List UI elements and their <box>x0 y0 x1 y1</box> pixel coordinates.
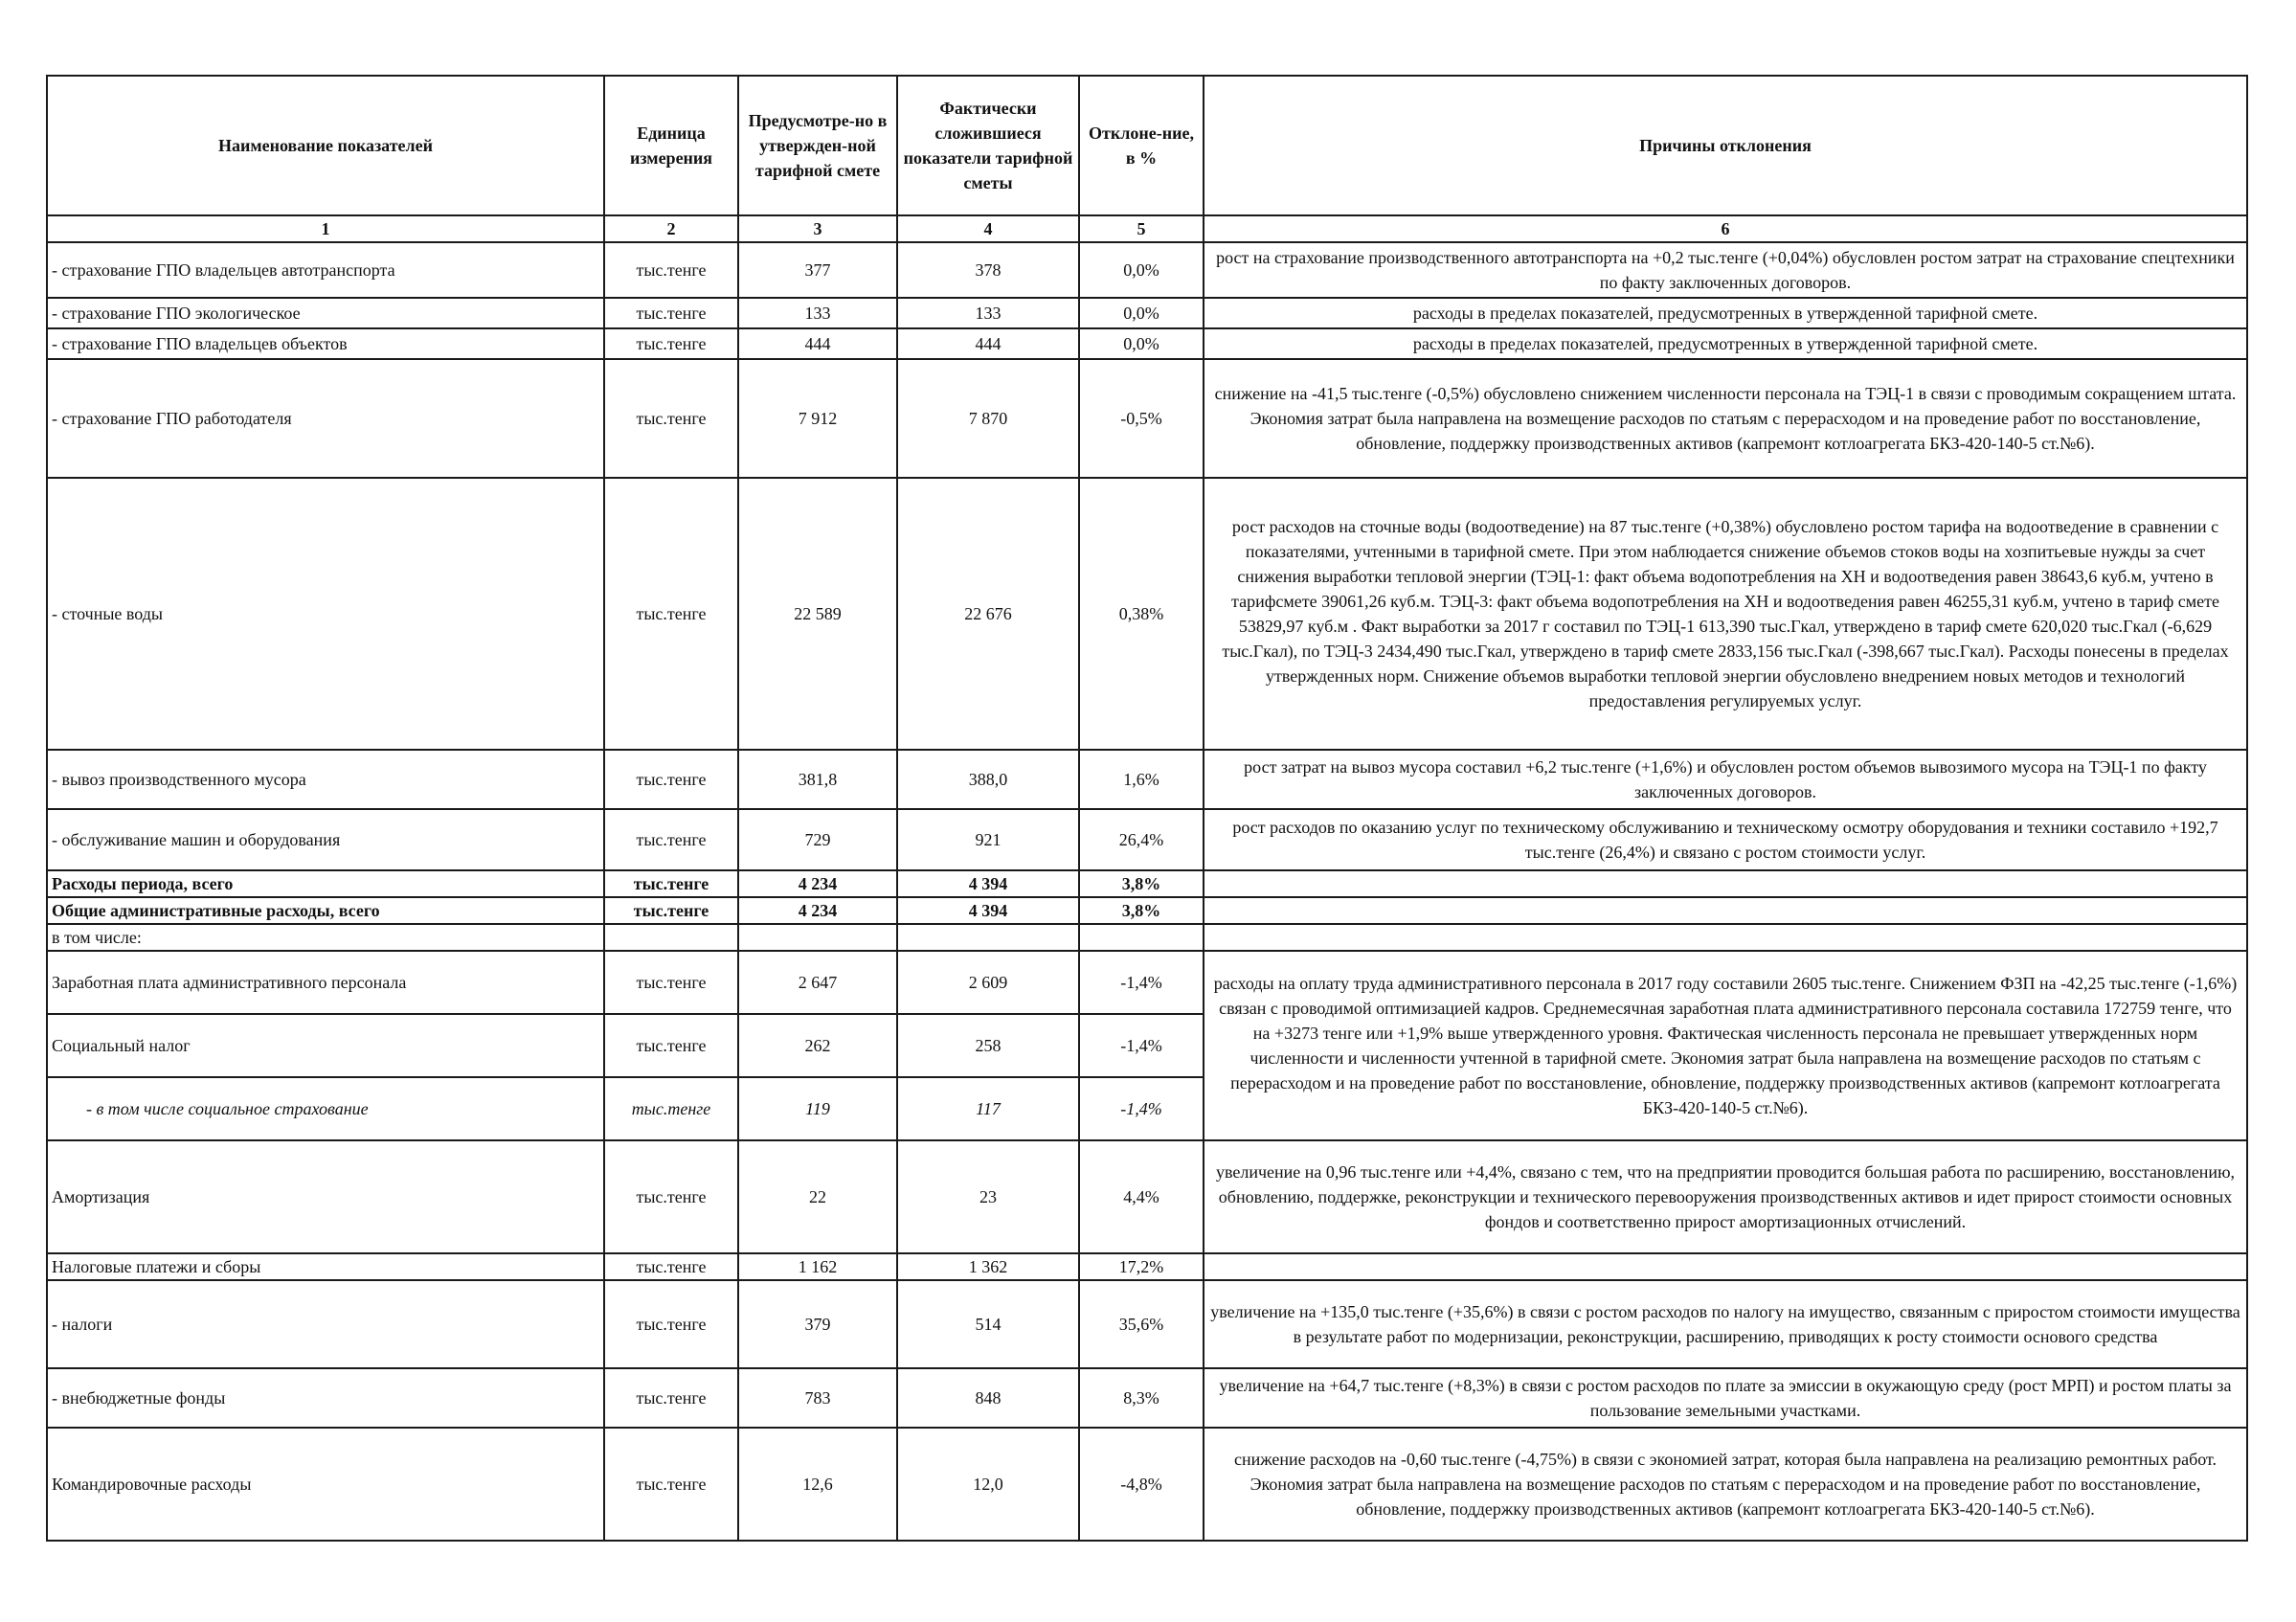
row-deviation: -0,5% <box>1079 359 1204 478</box>
row-plan: 381,8 <box>738 750 897 809</box>
row-plan: 1 162 <box>738 1253 897 1280</box>
header-planned: Предусмотре-но в утвержден-ной тарифной смете <box>738 76 897 215</box>
row-name: Командировочные расходы <box>47 1428 604 1541</box>
row-plan <box>738 924 897 951</box>
row-deviation: 8,3% <box>1079 1368 1204 1428</box>
row-unit: тыс.тенге <box>604 478 738 750</box>
row-plan: 377 <box>738 242 897 298</box>
row-deviation: -1,4% <box>1079 1014 1204 1077</box>
row-name: Налоговые платежи и сборы <box>47 1253 604 1280</box>
table-row <box>47 1253 2247 1280</box>
row-plan: 4 234 <box>738 870 897 897</box>
header-deviation: Отклоне-ние, в % <box>1079 76 1204 215</box>
table-row <box>47 359 2247 478</box>
row-reason: рост на страхование производственного автотранспорта на +0,2 тыс.тенге (+0,04%) обусловлен ростом затрат на страхование спецтехники по факту заключенных договоров. <box>1204 242 2247 298</box>
row-deviation: 0,38% <box>1079 478 1204 750</box>
row-unit: тыс.тенге <box>604 951 738 1014</box>
row-deviation: -1,4% <box>1079 951 1204 1014</box>
row-name: - вывоз производственного мусора <box>47 750 604 809</box>
column-index: 5 <box>1079 215 1204 242</box>
row-plan: 729 <box>738 809 897 870</box>
row-deviation: 3,8% <box>1079 870 1204 897</box>
row-fact: 378 <box>897 242 1079 298</box>
row-deviation: 4,4% <box>1079 1140 1204 1253</box>
row-deviation: 3,8% <box>1079 897 1204 924</box>
row-unit: тыс.тенге <box>604 1014 738 1077</box>
row-name: Заработная плата административного персонала <box>47 951 604 1014</box>
row-deviation: 1,6% <box>1079 750 1204 809</box>
table-row <box>47 1140 2247 1253</box>
row-unit: тыс.тенге <box>604 897 738 924</box>
row-unit: тыс.тенге <box>604 1280 738 1368</box>
row-deviation: 0,0% <box>1079 298 1204 328</box>
table-row <box>47 328 2247 359</box>
row-name: - сточные воды <box>47 478 604 750</box>
row-name: - внебюджетные фонды <box>47 1368 604 1428</box>
row-deviation: -1,4% <box>1079 1077 1204 1140</box>
row-unit: тыс.тенге <box>604 1077 738 1140</box>
row-fact: 258 <box>897 1014 1079 1077</box>
row-unit: тыс.тенге <box>604 328 738 359</box>
table-row <box>47 870 2247 897</box>
table-row <box>47 809 2247 870</box>
row-name: Амортизация <box>47 1140 604 1253</box>
row-unit: тыс.тенге <box>604 870 738 897</box>
row-reason: рост расходов по оказанию услуг по техническому обслуживанию и техническому осмотру оборудования и техники составило +192,7 тыс.тенге (26,4%) и связано с ростом стоимости услуг. <box>1204 809 2247 870</box>
column-index: 3 <box>738 215 897 242</box>
column-index: 6 <box>1204 215 2247 242</box>
row-plan: 4 234 <box>738 897 897 924</box>
row-name: Расходы периода, всего <box>47 870 604 897</box>
row-reason: снижение расходов на -0,60 тыс.тенге (-4,75%) в связи с экономией затрат, которая была направлена на реализацию ремонтных работ. Экономия затрат была направлена на возмещение расходов по статьям с перерасходом и на проведение работ по восстановление, обновление, поддержку производственных активов (капремонт котлоагрегата БКЗ-420-140-5 ст.№6). <box>1204 1428 2247 1541</box>
row-unit: тыс.тенге <box>604 298 738 328</box>
column-index-row <box>47 215 2247 242</box>
row-plan: 22 589 <box>738 478 897 750</box>
row-name: - страхование ГПО работодателя <box>47 359 604 478</box>
row-unit: тыс.тенге <box>604 1428 738 1541</box>
row-reason: расходы в пределах показателей, предусмотренных в утвержденной тарифной смете. <box>1204 298 2247 328</box>
row-reason: снижение на -41,5 тыс.тенге (-0,5%) обусловлено снижением численности персонала на ТЭЦ-1 в связи с проводимым сокращением штата. Экономия затрат была направлена на возмещение расходов по статьям с перерасходом и на проведение работ по восстановление, обновление, поддержку производственных активов (капремонт котлоагрегата БКЗ-420-140-5 ст.№6). <box>1204 359 2247 478</box>
row-name: - в том числе социальное страхование <box>47 1077 604 1140</box>
row-fact: 22 676 <box>897 478 1079 750</box>
row-plan: 22 <box>738 1140 897 1253</box>
header-unit: Единица измерения <box>604 76 738 215</box>
row-unit: тыс.тенге <box>604 750 738 809</box>
row-unit: тыс.тенге <box>604 242 738 298</box>
row-reason <box>1204 1253 2247 1280</box>
row-plan: 133 <box>738 298 897 328</box>
row-plan: 12,6 <box>738 1428 897 1541</box>
row-fact: 12,0 <box>897 1428 1079 1541</box>
row-fact: 514 <box>897 1280 1079 1368</box>
cost-deviation-table <box>46 75 2248 1542</box>
row-unit <box>604 924 738 951</box>
row-fact: 7 870 <box>897 359 1079 478</box>
row-reason: рост затрат на вывоз мусора составил +6,2 тыс.тенге (+1,6%) и обусловлен ростом объемов вывозимого мусора на ТЭЦ-1 по факту заключенных договоров. <box>1204 750 2247 809</box>
row-fact: 23 <box>897 1140 1079 1253</box>
row-name: - страхование ГПО владельцев объектов <box>47 328 604 359</box>
row-plan: 119 <box>738 1077 897 1140</box>
row-fact: 4 394 <box>897 897 1079 924</box>
row-deviation: 0,0% <box>1079 328 1204 359</box>
row-reason: увеличение на +64,7 тыс.тенге (+8,3%) в связи с ростом расходов по плате за эмиссии в окужающую среду (рост МРП) и ростом платы за пользование земельными участками. <box>1204 1368 2247 1428</box>
row-unit: тыс.тенге <box>604 1140 738 1253</box>
column-index: 2 <box>604 215 738 242</box>
column-index: 1 <box>47 215 604 242</box>
row-reason: увеличение на 0,96 тыс.тенге или +4,4%, связано с тем, что на предприятии проводится большая работа по расширению, восстановлению, обновлению, поддержке, реконструкции и технического перевооружения производственных активов и идет прирост стоимости основных фондов и соответственно прирост амортизационных отчислений. <box>1204 1140 2247 1253</box>
row-name: Социальный налог <box>47 1014 604 1077</box>
table-row <box>47 897 2247 924</box>
row-fact: 2 609 <box>897 951 1079 1014</box>
row-plan: 783 <box>738 1368 897 1428</box>
row-deviation: -4,8% <box>1079 1428 1204 1541</box>
row-unit: тыс.тенге <box>604 809 738 870</box>
row-name: - страхование ГПО владельцев автотранспорта <box>47 242 604 298</box>
row-reason: рост расходов на сточные воды (водоотведение) на 87 тыс.тенге (+0,38%) обусловлено ростом тарифа на водоотведение в сравнении с показателями, учтенными в тарифной смете. При этом наблюдается снижение объемов стоков воды на хозпитьевые нужды за счет снижения выработки тепловой энергии (ТЭЦ-1: факт объема водопотребления на ХН и водоотведения равен 38643,6 куб.м, учтено в тарифсмете 39061,26 куб.м. ТЭЦ-3: факт объема водопотребления на ХН и водоотведения равен 46255,31 куб.м, учтено в тариф смете 53829,97 куб.м . Факт выработки за 2017 г составил по ТЭЦ-1 613,390 тыс.Гкал, утверждено в тариф смете 620,020 тыс.Гкал (-6,629 тыс.Гкал), по ТЭЦ-3 2434,490 тыс.Гкал, утверждено в тариф смете 2833,156 тыс.Гкал (-398,667 тыс.Гкал). Расходы понесены в пределах утвержденных норм. Снижение объемов выработки тепловой энергии обусловлено внедрением новых методов и технологий предоставления регулируемых услуг. <box>1204 478 2247 750</box>
row-name: - страхование ГПО экологическое <box>47 298 604 328</box>
header-indicator-name: Наименование показателей <box>47 76 604 215</box>
row-reason <box>1204 870 2247 897</box>
row-reason <box>1204 897 2247 924</box>
row-fact: 388,0 <box>897 750 1079 809</box>
row-unit: тыс.тенге <box>604 1253 738 1280</box>
row-fact: 848 <box>897 1368 1079 1428</box>
row-plan: 7 912 <box>738 359 897 478</box>
table-row <box>47 750 2247 809</box>
table-row <box>47 1280 2247 1368</box>
row-plan: 262 <box>738 1014 897 1077</box>
column-index: 4 <box>897 215 1079 242</box>
table-row <box>47 298 2247 328</box>
row-name: в том числе: <box>47 924 604 951</box>
row-name: - обслуживание машин и оборудования <box>47 809 604 870</box>
row-fact: 444 <box>897 328 1079 359</box>
table-row <box>47 1428 2247 1541</box>
row-reason <box>1204 924 2247 951</box>
table-row <box>47 924 2247 951</box>
row-unit: тыс.тенге <box>604 1368 738 1428</box>
table-row <box>47 242 2247 298</box>
row-deviation <box>1079 924 1204 951</box>
row-plan: 444 <box>738 328 897 359</box>
row-name: - налоги <box>47 1280 604 1368</box>
row-deviation: 35,6% <box>1079 1280 1204 1368</box>
table-row <box>47 478 2247 750</box>
row-plan: 2 647 <box>738 951 897 1014</box>
header-reasons: Причины отклонения <box>1204 76 2247 215</box>
row-unit: тыс.тенге <box>604 359 738 478</box>
header-row <box>47 76 2247 215</box>
table-row <box>47 951 2247 1014</box>
row-reason: расходы на оплату труда административного персонала в 2017 году составили 2605 тыс.тенге. Снижением ФЗП на -42,25 тыс.тенге (-1,6%) связан с проводимой оптимизацией кадров. Среднемесячная заработная плата административного персонала составила 172759 тенге, что на +3273 тенге или +1,9% выше утвержденного уровня. Фактическая численность персонала не превышает утвержденных норм численности и численности учтенной в тарифной смете. Экономия затрат была направлена на возмещение расходов по статьям с перерасходом и на проведение работ по восстановление, обновление, поддержку производственных активов (капремонт котлоагрегата БКЗ-420-140-5 ст.№6). <box>1204 951 2247 1140</box>
table-row <box>47 1368 2247 1428</box>
row-fact: 133 <box>897 298 1079 328</box>
row-reason: расходы в пределах показателей, предусмотренных в утвержденной тарифной смете. <box>1204 328 2247 359</box>
row-fact: 1 362 <box>897 1253 1079 1280</box>
row-name: Общие административные расходы, всего <box>47 897 604 924</box>
row-fact: 117 <box>897 1077 1079 1140</box>
row-fact <box>897 924 1079 951</box>
row-reason: увеличение на +135,0 тыс.тенге (+35,6%) в связи с ростом расходов по налогу на имущество, связанным с приростом стоимости имущества в результате работ по модернизации, реконструкции, расширению, приводящих к росту стоимости основого средства <box>1204 1280 2247 1368</box>
row-fact: 921 <box>897 809 1079 870</box>
row-deviation: 0,0% <box>1079 242 1204 298</box>
row-deviation: 17,2% <box>1079 1253 1204 1280</box>
header-actual: Фактически сложившиеся показатели тарифной сметы <box>897 76 1079 215</box>
row-plan: 379 <box>738 1280 897 1368</box>
row-fact: 4 394 <box>897 870 1079 897</box>
row-deviation: 26,4% <box>1079 809 1204 870</box>
